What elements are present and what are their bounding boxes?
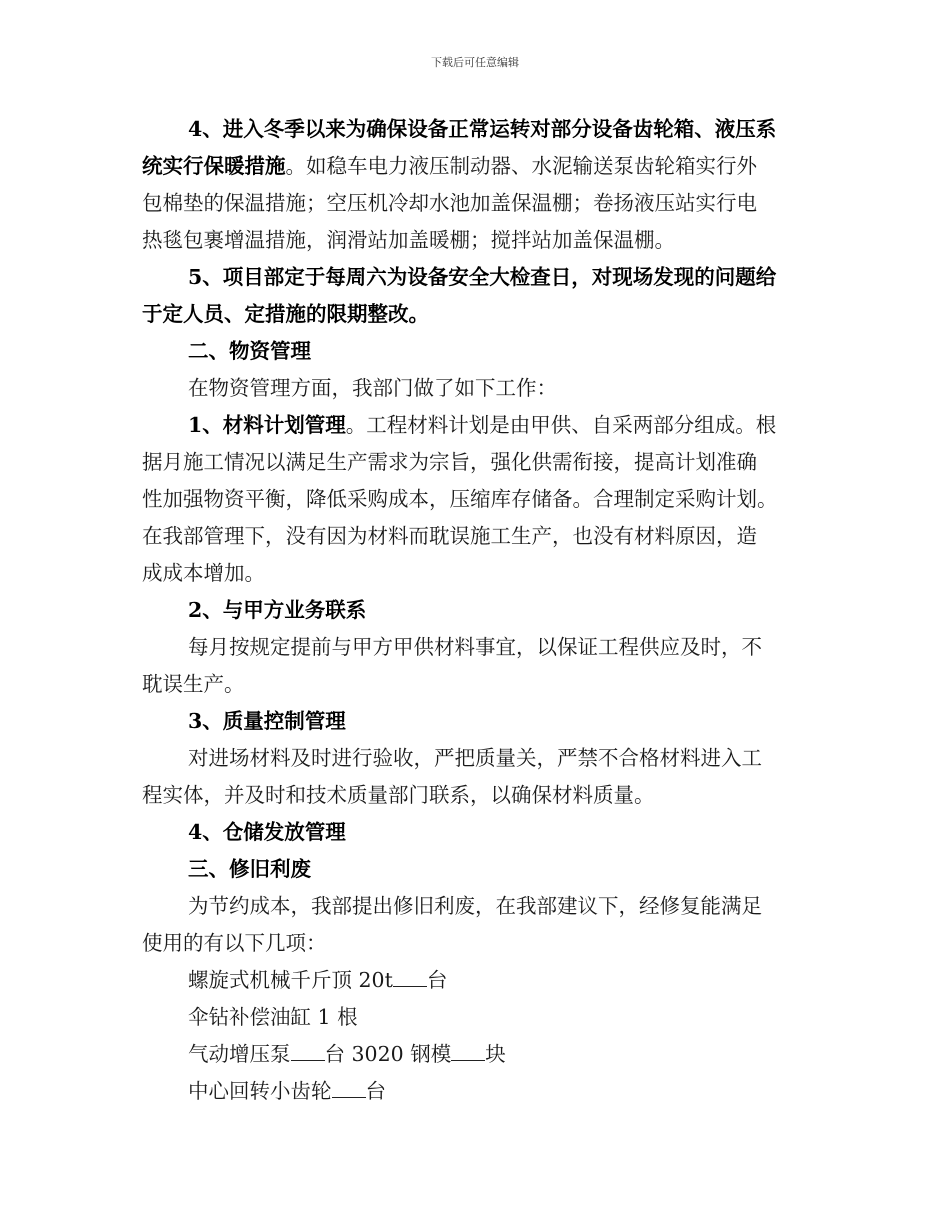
section-heading-text: 二、物资管理 [188, 339, 311, 363]
page-header: 下载后可任意编辑 [431, 56, 519, 69]
paragraph-line: 使用的有以下几项： [142, 931, 327, 955]
list-item-text: 气动增压泵 [188, 1042, 291, 1066]
list-item-text: 台 [365, 1079, 386, 1103]
list-item: 伞钻补偿油缸 1 根 [188, 1005, 358, 1029]
list-item-text: 块 [485, 1042, 506, 1066]
list-item-text: 螺旋式机械千斤顶 20t [188, 968, 393, 992]
bold-heading: 1、材料计划管理 [188, 413, 346, 437]
bold-text: 5、项目部定于每周六为设备安全大检查日，对现场发现的问题给 [188, 265, 777, 289]
list-item [142, 962, 832, 999]
paragraph-line: 成成本增加。 [142, 561, 265, 585]
subheading [142, 592, 832, 629]
section-heading [142, 851, 832, 888]
paragraph-line: 耽误生产。 [142, 672, 245, 696]
paragraph-line [142, 148, 832, 185]
blank-underline [332, 1073, 366, 1098]
bold-text: 于定人员、定措施的限期整改。 [142, 302, 429, 326]
subheading [142, 814, 832, 851]
blank-underline [393, 962, 427, 987]
paragraph-line: 对进场材料及时进行验收，严把质量关，严禁不合格材料进入工 [188, 746, 762, 770]
paragraph-line [142, 111, 832, 148]
paragraph-line: 在物资管理方面，我部门做了如下工作： [188, 376, 557, 400]
paragraph-line: 为节约成本，我部提出修旧利废，在我部建议下，经修复能满足 [188, 894, 762, 918]
document-body [142, 111, 832, 1110]
paragraph-text: 。如稳车电力液压制动器、水泥输送泵齿轮箱实行外 [285, 154, 757, 178]
bold-heading: 4、进入冬季以来为确保设备正常运转对部分设备齿轮箱、液压系 [188, 117, 777, 141]
section-heading [142, 333, 832, 370]
bold-heading: 统实行保暖措施 [142, 154, 286, 178]
paragraph-line: 性加强物资平衡，降低采购成本，压缩库存储备。合理制定采购计划。 [142, 487, 778, 511]
paragraph-line: 据月施工情况以满足生产需求为宗旨，强化供需衔接，提高计划准确 [142, 450, 757, 474]
list-item-text: 中心回转小齿轮 [188, 1079, 332, 1103]
paragraph-line: 包棉垫的保温措施；空压机冷却水池加盖保温棚；卷扬液压站实行电 [142, 191, 757, 215]
subheading-text: 4、仓储发放管理 [188, 820, 346, 844]
paragraph-text: 。工程材料计划是由甲供、自采两部分组成。根 [345, 413, 777, 437]
paragraph-line [142, 296, 832, 333]
section-heading-text: 三、修旧利废 [188, 857, 311, 881]
paragraph-line: 每月按规定提前与甲方甲供材料事宜，以保证工程供应及时，不 [188, 635, 762, 659]
subheading [142, 703, 832, 740]
paragraph-line: 程实体，并及时和技术质量部门联系，以确保材料质量。 [142, 783, 655, 807]
subheading-text: 2、与甲方业务联系 [188, 598, 367, 622]
list-item-text: 台 3020 钢模 [324, 1042, 452, 1066]
list-item [142, 1036, 832, 1073]
list-item [142, 1073, 832, 1110]
paragraph-line: 在我部管理下，没有因为材料而耽误施工生产，也没有材料原因，造 [142, 524, 757, 548]
paragraph-line: 热毯包裹增温措施，润滑站加盖暖棚；搅拌站加盖保温棚。 [142, 228, 675, 252]
blank-underline [291, 1036, 325, 1061]
subheading-text: 3、质量控制管理 [188, 709, 346, 733]
list-item-text: 台 [426, 968, 448, 992]
paragraph-line [142, 259, 832, 296]
blank-underline [451, 1036, 485, 1061]
paragraph-line [142, 407, 832, 444]
